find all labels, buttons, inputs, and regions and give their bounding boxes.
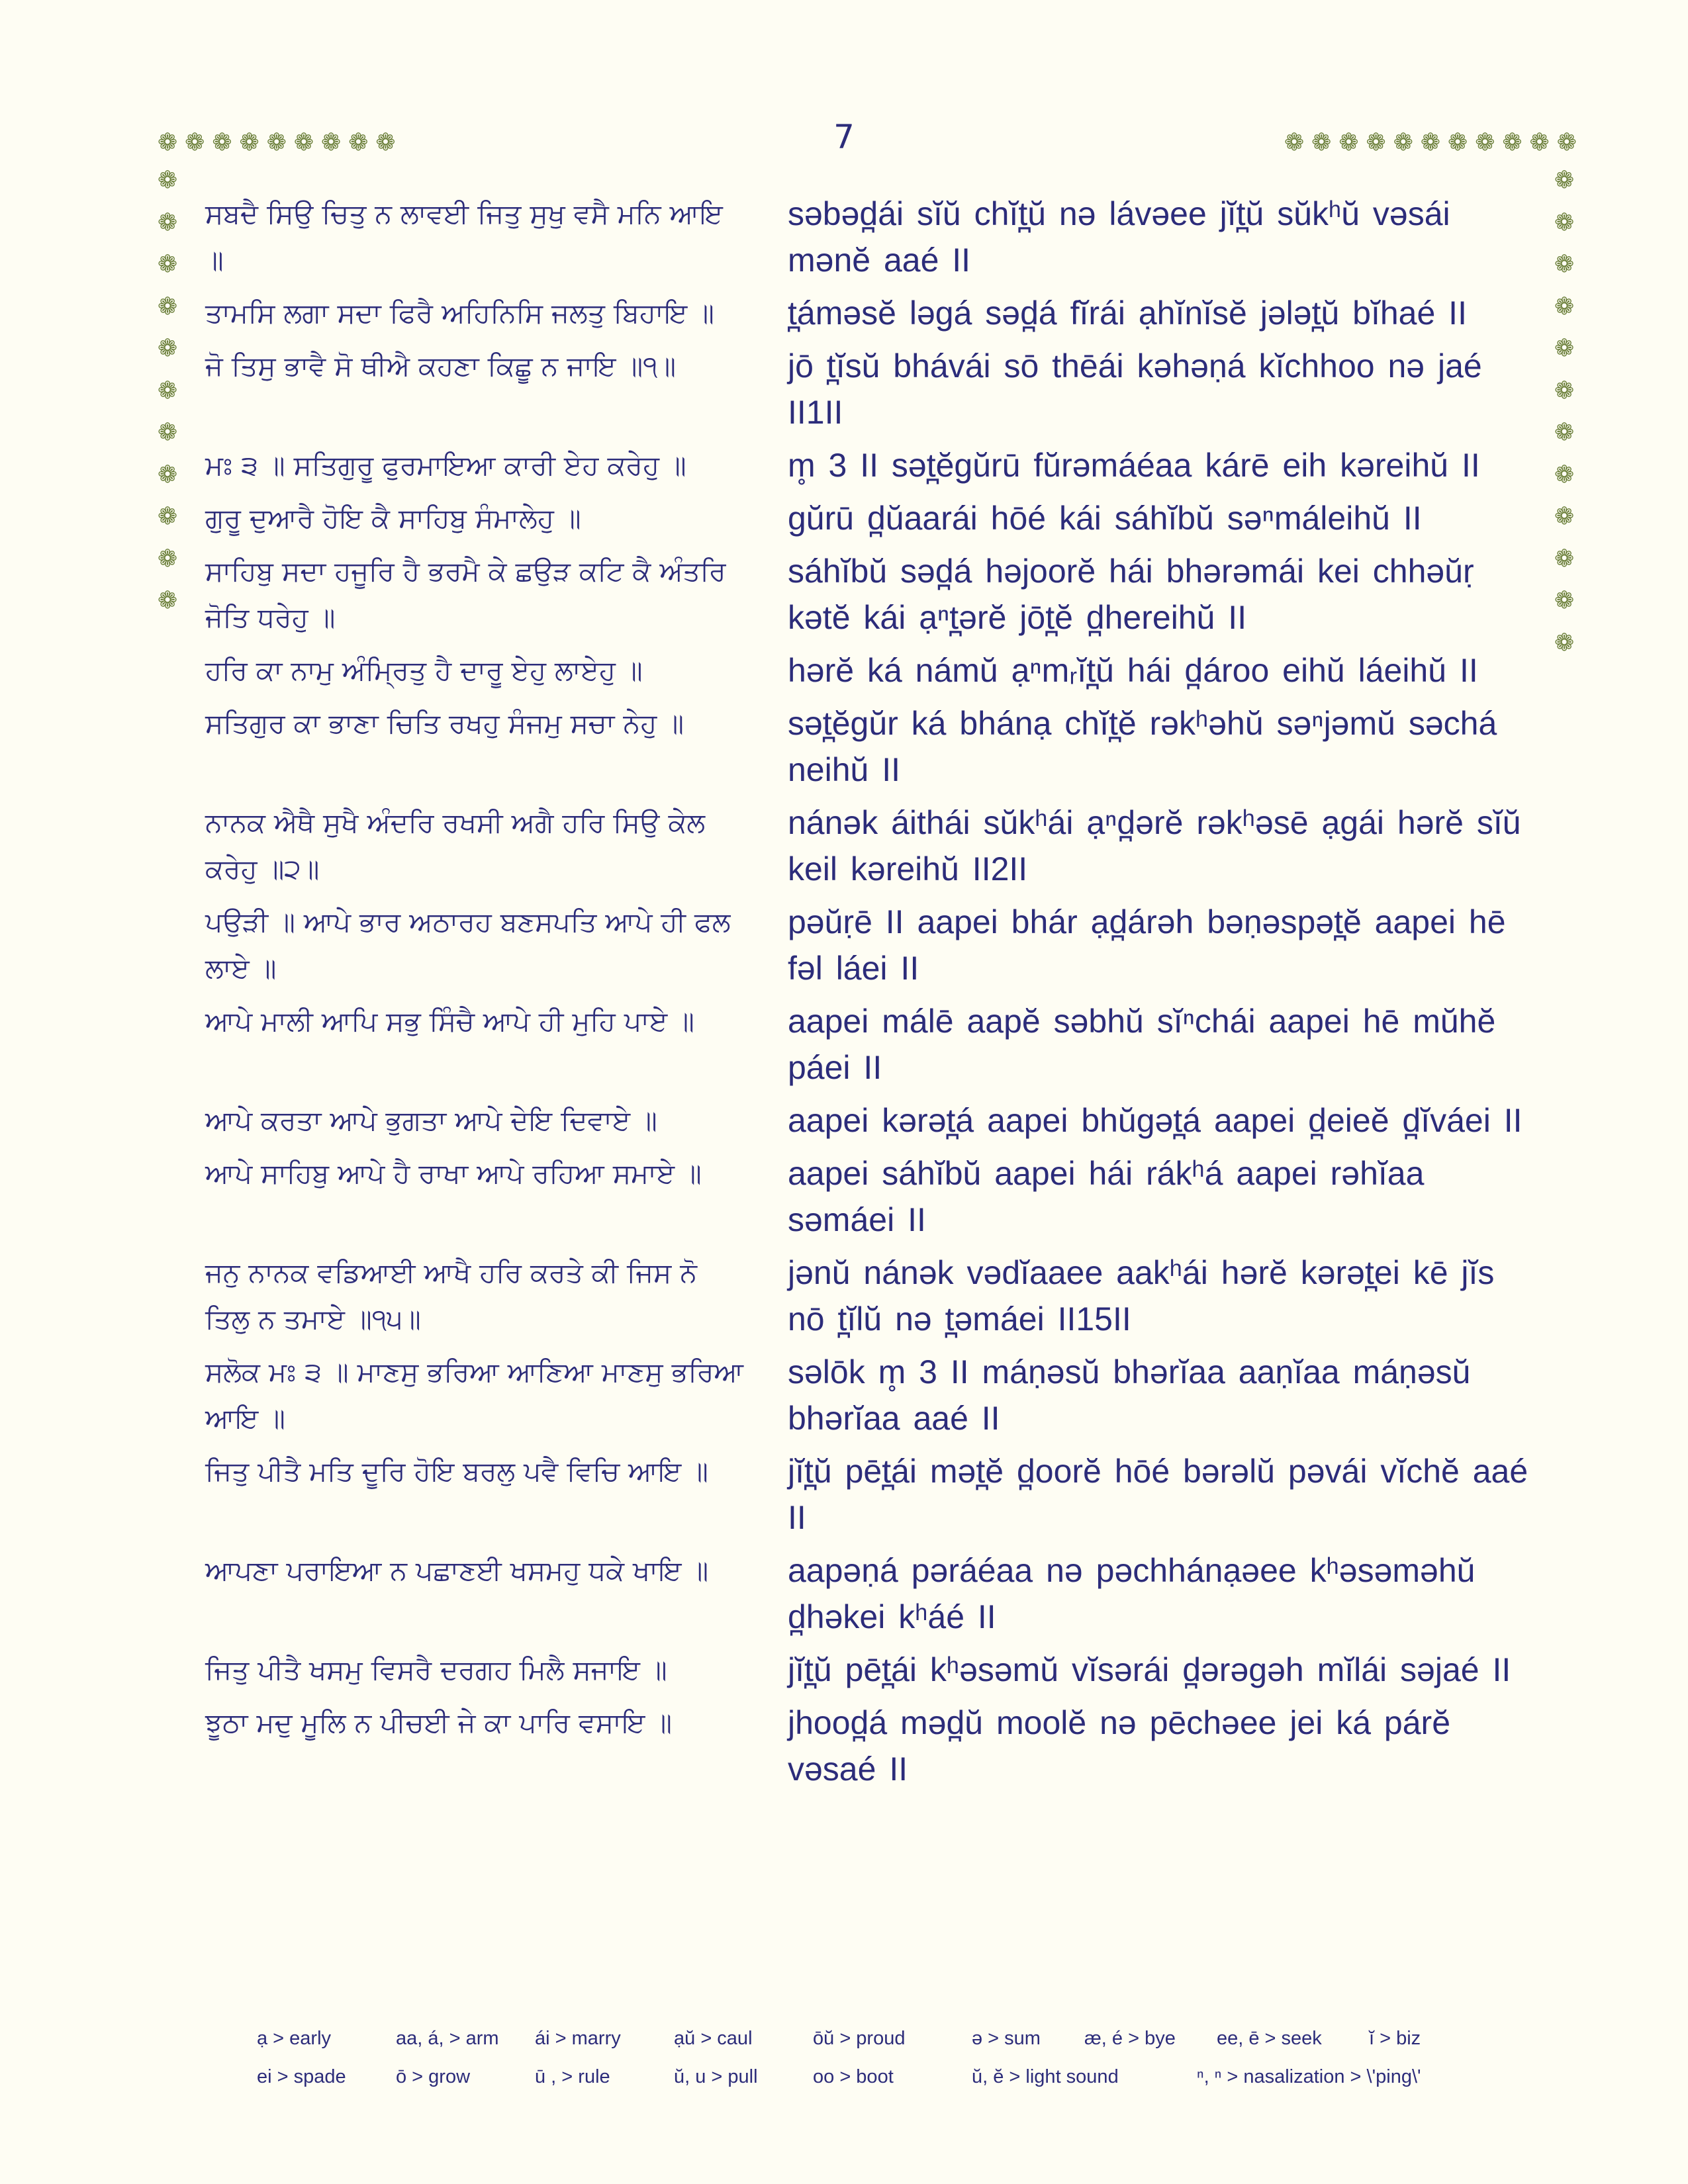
verse-row xyxy=(205,799,1536,892)
verse-row xyxy=(205,343,1536,435)
legend-item: ŭ, ĕ > light sound xyxy=(972,2066,1119,2087)
transliteration-text: hərĕ ká námŭ ạⁿmᵣĭt̪ŭ hái d̪ároo eihŭ láeihŭ II xyxy=(788,652,1478,689)
gurmukhi-text: ਮਃ ੩ ॥ ਸਤਿਗੁਰੂ ਫੁਰਮਾਇਆ ਕਾਰੀ ਏਹ ਕਰੇਹੁ ॥ xyxy=(205,449,686,481)
gurmukhi-text: ਪਉੜੀ ॥ ਆਪੇ ਭਾਰ ਅਠਾਰਹ ਬਣਸਪਤਿ ਆਪੇ ਹੀ ਫਲ ਲਾਏ ॥ xyxy=(205,906,731,984)
gurmukhi-text: ਆਪੇ ਕਰਤਾ ਆਪੇ ਭੁਗਤਾ ਆਪੇ ਦੇਇ ਦਿਵਾਏ ॥ xyxy=(205,1105,657,1136)
verse-row xyxy=(205,647,1536,694)
gurmukhi-text: ਨਾਨਕ ਐਥੈ ਸੁਖੈ ਅੰਦਰਿ ਰਖਸੀ ਅਗੈ ਹਰਿ ਸਿਉ ਕੇਲ ਕਰੇਹੁ ॥੨॥ xyxy=(205,807,706,885)
flower-ornament-icon: ❁ xyxy=(1554,419,1575,446)
verse-row xyxy=(205,1647,1536,1693)
transliteration-text: gŭrū d̪ŭaarái hōé kái sáhĭbŭ səⁿmáleihŭ II xyxy=(788,500,1422,537)
page-number: 7 xyxy=(833,118,855,156)
pronunciation-legend xyxy=(257,2028,1481,2105)
flower-ornament-icon: ❁ xyxy=(293,129,322,156)
legend-row xyxy=(257,2066,1481,2105)
verse-row xyxy=(205,442,1536,488)
transliteration-text: sət̪ĕgŭr ká bhánạ chĭt̪ĕ rəkʰəhŭ səⁿjəmŭ səchá neihŭ II xyxy=(788,705,1497,788)
gurmukhi-text: ਆਪਣਾ ਪਰਾਇਆ ਨ ਪਛਾਣਈ ਖਸਮਹੁ ਧਕੇ ਖਾਇ ॥ xyxy=(205,1555,709,1586)
verse-row xyxy=(205,1700,1536,1792)
legend-item: ō > grow xyxy=(396,2066,471,2087)
flower-ornament-icon: ❁ xyxy=(1284,129,1312,156)
transliteration-text: jhood̪á məd̪ŭ moolĕ nə pēchəee jei ká párĕ vəsaé II xyxy=(788,1704,1451,1788)
ornament-column-right xyxy=(1554,169,1574,673)
verse-row xyxy=(205,290,1536,336)
flower-ornament-icon: ❁ xyxy=(158,251,178,278)
gurmukhi-text: ਜੋ ਤਿਸੁ ਭਾਵੈ ਸੋ ਥੀਐ ਕਹਣਾ ਕਿਛੂ ਨ ਜਾਇ ॥੧॥ xyxy=(205,350,677,382)
gurmukhi-text: ਝੂਠਾ ਮਦੁ ਮੂਲਿ ਨ ਪੀਚਈ ਜੇ ਕਾ ਪਾਰਿ ਵਸਾਇ ॥ xyxy=(205,1707,673,1739)
flower-ornament-icon: ❁ xyxy=(1448,129,1476,156)
legend-item: ạŭ > caul xyxy=(674,2028,753,2049)
flower-ornament-icon: ❁ xyxy=(1554,251,1575,278)
legend-item: ái > marry xyxy=(535,2028,621,2049)
transliteration-text: aapei málē aapĕ səbhŭ sĭⁿchái aapei hē mŭhĕ páei II xyxy=(788,1003,1496,1086)
gurmukhi-text: ਸਬਦੈ ਸਿਉ ਚਿਤੁ ਨ ਲਾਵਈ ਜਿਤੁ ਸੁਖੁ ਵਸੈ ਮਨਿ ਆਇ ॥ xyxy=(205,198,723,276)
verse-row xyxy=(205,1349,1536,1441)
gurmukhi-text: ਗੁਰੂ ਦੁਆਰੈ ਹੋਇ ਕੈ ਸਾਹਿਬੁ ਸੰਮਾਲੇਹੁ ॥ xyxy=(205,502,581,534)
flower-ornament-icon: ❁ xyxy=(185,129,212,156)
verse-row xyxy=(205,1097,1536,1144)
flower-ornament-icon: ❁ xyxy=(348,129,376,156)
gurmukhi-text: ਸਾਹਿਬੁ ਸਦਾ ਹਜੂਰਿ ਹੈ ਭਰਮੈ ਕੇ ਛਉੜ ਕਟਿ ਕੈ ਅੰਤਰਿ ਜੋਤਿ ਧਰੇਹੁ ॥ xyxy=(205,555,726,633)
legend-row xyxy=(257,2028,1481,2066)
flower-ornament-icon: ❁ xyxy=(1338,129,1366,156)
flower-ornament-icon: ❁ xyxy=(158,503,178,530)
flower-ornament-icon: ❁ xyxy=(1554,335,1575,362)
transliteration-text: sáhĭbŭ səd̪á həjoorĕ hái bhərəmái kei chhəŭṛ kətĕ kái ạⁿt̪ərĕ jōt̪ĕ d̪hereihŭ II xyxy=(788,553,1474,636)
flower-ornament-icon: ❁ xyxy=(158,377,178,404)
legend-item: ạ > early xyxy=(257,2028,332,2049)
verse-row xyxy=(205,1150,1536,1243)
verse-row xyxy=(205,495,1536,541)
legend-item: æ, é > bye xyxy=(1084,2028,1176,2049)
flower-ornament-icon: ❁ xyxy=(1554,167,1575,194)
flower-ornament-icon: ❁ xyxy=(1554,545,1575,572)
flower-ornament-icon: ❁ xyxy=(375,129,403,156)
transliteration-text: jənŭ nánək vədĭaaee aakʰái hərĕ kərət̪ei kē jĭs nō t̪ĭlŭ nə t̪əmáei II15II xyxy=(788,1254,1495,1338)
transliteration-text: aapei sáhĭbŭ aapei hái rákʰá aapei rəhĭaa səmáei II xyxy=(788,1155,1425,1238)
transliteration-text: nánək áithái sŭkʰái ạⁿd̪ərĕ rəkʰəsē ạgái hərĕ sĭŭ keil kəreihŭ II2II xyxy=(788,804,1521,887)
transliteration-text: t̪áməsĕ ləgá səd̪á fĭrái ạhĭnĭsĕ jələt̪ŭ bĭhaé II xyxy=(788,295,1467,332)
transliteration-text: jō t̪ĭsŭ bhávái sō thēái kəhəṇá kĭchhoo nə jaé II1II xyxy=(788,347,1482,431)
flower-ornament-icon: ❁ xyxy=(158,293,178,320)
legend-item: aa, á, > arm xyxy=(396,2028,499,2049)
verse-row xyxy=(205,1250,1536,1342)
flower-ornament-icon: ❁ xyxy=(158,461,178,488)
legend-item: ū , > rule xyxy=(535,2066,610,2087)
transliteration-text: pəŭṛē II aapei bhár ạd̪árəh bəṇəspət̪ĕ aapei hē fəl láei II xyxy=(788,903,1506,987)
flower-ornament-icon: ❁ xyxy=(1554,461,1575,488)
flower-ornament-icon: ❁ xyxy=(1529,129,1557,156)
legend-item: ŭ, u > pull xyxy=(674,2066,758,2087)
transliteration-text: səlōk m̥ 3 II máṇəsŭ bhərĭaa aaṇĭaa máṇəsŭ bhərĭaa aaé II xyxy=(788,1353,1471,1437)
verse-row xyxy=(205,548,1536,641)
gurmukhi-text: ਜਿਤੁ ਪੀਤੈ ਮਤਿ ਦੂਰਿ ਹੋਇ ਬਰਲੁ ਪਵੈ ਵਿਚਿ ਆਇ ॥ xyxy=(205,1455,708,1487)
gurmukhi-text: ਆਪੇ ਮਾਲੀ ਆਪਿ ਸਭੁ ਸਿੰਚੈ ਆਪੇ ਹੀ ਮੁਹਿ ਪਾਏ ॥ xyxy=(205,1005,694,1037)
flower-ornament-icon: ❁ xyxy=(158,419,178,446)
flower-ornament-icon: ❁ xyxy=(321,129,349,156)
gurmukhi-text: ਹਰਿ ਕਾ ਨਾਮੁ ਅੰਮ੍ਰਿਤੁ ਹੈ ਦਾਰੂ ਏਹੁ ਲਾਏਹੁ ॥ xyxy=(205,655,643,686)
legend-item: ə > sum xyxy=(972,2028,1041,2049)
verse-row xyxy=(205,998,1536,1091)
gurmukhi-text: ਆਪੇ ਸਾਹਿਬੁ ਆਪੇ ਹੈ ਰਾਖਾ ਆਪੇ ਰਹਿਆ ਸਮਾਏ ॥ xyxy=(205,1158,702,1189)
flower-ornament-icon: ❁ xyxy=(1393,129,1421,156)
legend-item: ōŭ > proud xyxy=(813,2028,906,2049)
flower-ornament-icon: ❁ xyxy=(212,129,240,156)
verse-table xyxy=(205,191,1536,1799)
ornament-row-left xyxy=(158,131,403,155)
flower-ornament-icon: ❁ xyxy=(1366,129,1393,156)
flower-ornament-icon: ❁ xyxy=(1420,129,1448,156)
legend-item: oo > boot xyxy=(813,2066,894,2087)
gurmukhi-text: ਸਤਿਗੁਰ ਕਾ ਭਾਣਾ ਚਿਤਿ ਰਖਹੁ ਸੰਜਮੁ ਸਚਾ ਨੇਹੁ ॥ xyxy=(205,707,684,739)
flower-ornament-icon: ❁ xyxy=(1554,293,1575,320)
transliteration-text: m̥ 3 II sət̪ĕgŭrū fŭrəmáéaa kárē eih kəreihŭ II xyxy=(788,447,1480,484)
flower-ornament-icon: ❁ xyxy=(266,129,294,156)
flower-ornament-icon: ❁ xyxy=(1554,587,1575,614)
legend-item: ⁿ, ⁿ > nasalization > \'ping\' xyxy=(1197,2066,1421,2087)
flower-ornament-icon: ❁ xyxy=(158,129,185,156)
ornament-column-left xyxy=(158,169,177,631)
transliteration-text: jĭt̪ŭ pēt̪ái mət̪ĕ d̪oorĕ hōé bərəlŭ pəvái vĭchĕ aaé II xyxy=(788,1453,1528,1536)
flower-ornament-icon: ❁ xyxy=(158,587,178,614)
flower-ornament-icon: ❁ xyxy=(158,208,178,236)
verse-row xyxy=(205,899,1536,991)
legend-item: ĭ > biz xyxy=(1369,2028,1421,2049)
transliteration-text: aapəṇá pəráéaa nə pəchhánạəee kʰəsəməhŭ d̪həkei kʰáé II xyxy=(788,1552,1476,1635)
verse-row xyxy=(205,1448,1536,1541)
flower-ornament-icon: ❁ xyxy=(1554,629,1575,657)
flower-ornament-icon: ❁ xyxy=(1311,129,1339,156)
flower-ornament-icon: ❁ xyxy=(1475,129,1503,156)
gurmukhi-text: ਤਾਮਸਿ ਲਗਾ ਸਦਾ ਫਿਰੈ ਅਹਿਨਿਸਿ ਜਲਤੁ ਬਿਹਾਇ ॥ xyxy=(205,297,714,329)
verse-row xyxy=(205,700,1536,793)
flower-ornament-icon: ❁ xyxy=(1554,208,1575,236)
flower-ornament-icon: ❁ xyxy=(1554,377,1575,404)
legend-item: ee, ē > seek xyxy=(1217,2028,1322,2049)
verse-row xyxy=(205,1547,1536,1640)
flower-ornament-icon: ❁ xyxy=(158,335,178,362)
ornament-row-right xyxy=(1284,131,1584,155)
gurmukhi-text: ਸਲੋਕ ਮਃ ੩ ॥ ਮਾਣਸੁ ਭਰਿਆ ਆਣਿਆ ਮਾਣਸੁ ਭਰਿਆ ਆਇ ॥ xyxy=(205,1356,743,1434)
legend-item: ei > spade xyxy=(257,2066,346,2087)
flower-ornament-icon: ❁ xyxy=(1554,503,1575,530)
flower-ornament-icon: ❁ xyxy=(158,545,178,572)
flower-ornament-icon: ❁ xyxy=(239,129,267,156)
transliteration-text: aapei kərət̪á aapei bhŭgət̪á aapei d̪eieĕ d̪ĭváei II xyxy=(788,1102,1523,1139)
transliteration-text: səbəd̪ái sĭŭ chĭt̪ŭ nə lávəee jĭt̪ŭ sŭkʰŭ vəsái mənĕ aaé II xyxy=(788,195,1450,279)
flower-ornament-icon: ❁ xyxy=(158,167,178,194)
flower-ornament-icon: ❁ xyxy=(1502,129,1530,156)
transliteration-text: jĭt̪ŭ pēt̪ái kʰəsəmŭ vĭsərái d̪ərəgəh mĭlái səjaé II xyxy=(788,1651,1511,1688)
gurmukhi-text: ਜਿਤੁ ਪੀਤੈ ਖਸਮੁ ਵਿਸਰੈ ਦਰਗਹ ਮਿਲੈ ਸਜਾਇ ॥ xyxy=(205,1654,667,1686)
gurmukhi-text: ਜਨੁ ਨਾਨਕ ਵਡਿਆਈ ਆਖੈ ਹਰਿ ਕਰਤੇ ਕੀ ਜਿਸ ਨੋ ਤਿਲੁ ਨ ਤਮਾਏ ॥੧੫॥ xyxy=(205,1257,697,1335)
flower-ornament-icon: ❁ xyxy=(1556,129,1584,156)
verse-row xyxy=(205,191,1536,283)
